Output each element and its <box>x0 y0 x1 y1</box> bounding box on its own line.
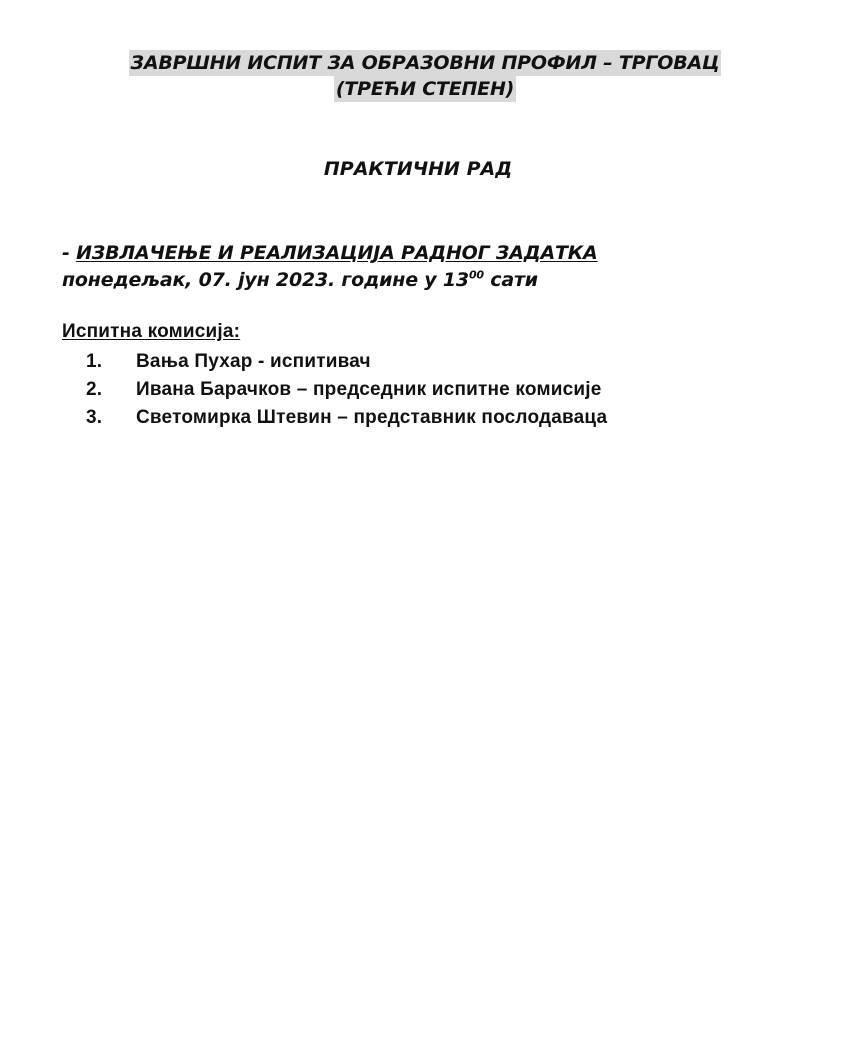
committee-heading: Испитна комисија: <box>62 321 241 342</box>
task-date-suffix: сати <box>483 269 538 291</box>
title-line-2: (ТРЕЋИ СТЕПЕН) <box>335 78 515 100</box>
task-date <box>62 267 598 294</box>
list-item-number: 3. <box>86 407 103 428</box>
task-prefix: - <box>62 242 77 264</box>
title-line-1: ЗАВРШНИ ИСПИТ ЗА ОБРАЗОВНИ ПРОФИЛ – ТРГОВАЦ <box>130 52 720 74</box>
task-section <box>62 240 598 294</box>
document-title <box>0 50 850 102</box>
task-date-text: понедељак, 07. јун 2023. године у 13 <box>62 269 469 291</box>
list-item-number: 1. <box>86 351 103 372</box>
list-item <box>62 376 607 404</box>
list-item <box>62 348 607 376</box>
task-time-superscript: 00 <box>468 268 484 282</box>
committee-members-list <box>62 348 607 432</box>
committee-section <box>62 318 607 432</box>
list-item-text: Вања Пухар - испитивач <box>136 351 371 372</box>
list-item-text: Ивана Барачков – председник испитне комисије <box>136 379 602 400</box>
document-subtitle: ПРАКТИЧНИ РАД <box>323 158 513 180</box>
list-item-text: Светомирка Штевин – представник послодаваца <box>136 407 608 428</box>
task-title <box>62 240 598 267</box>
list-item <box>62 404 607 432</box>
list-item-number: 2. <box>86 379 103 400</box>
task-title-text: ИЗВЛАЧЕЊЕ И РЕАЛИЗАЦИЈА РАДНОГ ЗАДАТКА <box>76 242 598 264</box>
